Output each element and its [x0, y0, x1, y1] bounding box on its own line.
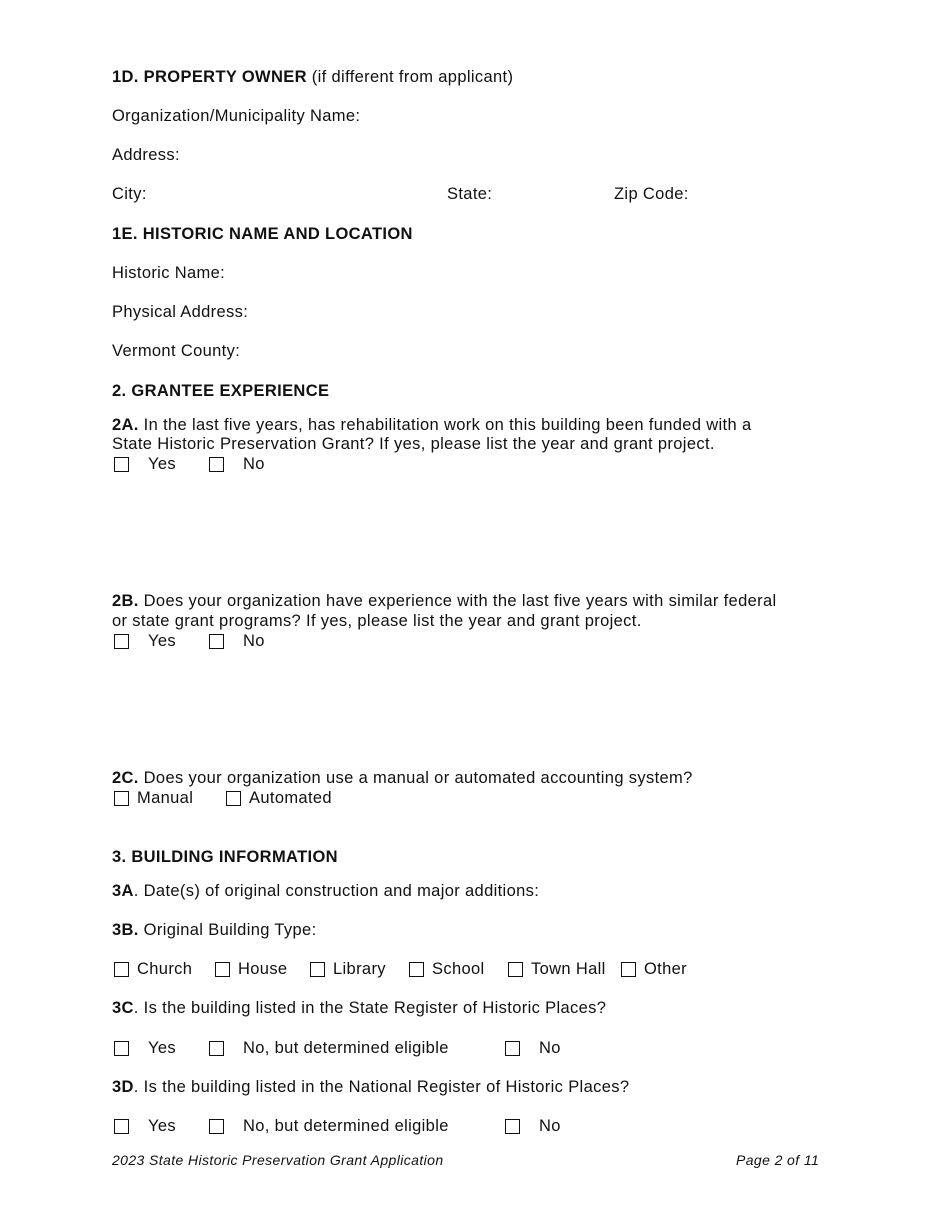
- q2c-manual-checkbox[interactable]: [114, 791, 129, 806]
- question-3b-number: 3B.: [112, 921, 139, 939]
- question-3d-text: . Is the building listed in the National Register of Historic Places?: [133, 1078, 630, 1096]
- owner-address-label: Address:: [112, 146, 180, 164]
- question-3d: [112, 1077, 629, 1097]
- q3c-yes-checkbox[interactable]: [114, 1041, 129, 1056]
- q2b-yes-label: Yes: [148, 632, 176, 650]
- q2b-yes-checkbox[interactable]: [114, 634, 129, 649]
- question-2b-number: 2B.: [112, 592, 139, 610]
- question-3c-number: 3C: [112, 999, 134, 1017]
- q3c-eligible-label: No, but determined eligible: [243, 1039, 449, 1057]
- section-2-heading: 2. GRANTEE EXPERIENCE: [112, 382, 330, 400]
- question-3b: [112, 920, 317, 940]
- q2b-no-checkbox[interactable]: [209, 634, 224, 649]
- question-2b-line2: or state grant programs? If yes, please list the year and grant project.: [112, 612, 642, 630]
- question-2a-line1: [112, 415, 751, 435]
- question-3c-text: . Is the building listed in the State Register of Historic Places?: [133, 999, 607, 1017]
- question-2c-line1: [112, 768, 693, 788]
- physical-address-label: Physical Address:: [112, 303, 249, 321]
- vermont-county-label: Vermont County:: [112, 342, 241, 360]
- owner-state-label: State:: [447, 185, 493, 203]
- q3d-yes-label: Yes: [148, 1117, 176, 1135]
- footer-page-number: Page 2 of 11: [736, 1152, 820, 1168]
- q3d-no-label: No: [539, 1117, 561, 1135]
- q3d-eligible-checkbox[interactable]: [209, 1119, 224, 1134]
- q2c-manual-label: Manual: [137, 789, 194, 807]
- section-1e-heading: 1E. HISTORIC NAME AND LOCATION: [112, 225, 413, 243]
- type-library-checkbox[interactable]: [310, 962, 325, 977]
- section-1d-heading: [112, 67, 513, 87]
- q3d-yes-checkbox[interactable]: [114, 1119, 129, 1134]
- owner-zip-label: Zip Code:: [614, 185, 689, 203]
- section-1d-title: 1D. PROPERTY OWNER: [112, 68, 307, 86]
- type-church-label: Church: [137, 960, 193, 978]
- type-town-hall-checkbox[interactable]: [508, 962, 523, 977]
- type-library-label: Library: [333, 960, 386, 978]
- q2a-yes-label: Yes: [148, 455, 176, 473]
- question-3d-number: 3D: [112, 1078, 134, 1096]
- q2a-no-label: No: [243, 455, 265, 473]
- question-2b-line1: [112, 591, 777, 611]
- question-3a: [112, 881, 539, 901]
- question-2c-number: 2C.: [112, 769, 139, 787]
- q3c-no-checkbox[interactable]: [505, 1041, 520, 1056]
- q2c-automated-checkbox[interactable]: [226, 791, 241, 806]
- question-3b-text: Original Building Type:: [138, 921, 317, 939]
- question-3a-text: . Date(s) of original construction and major additions:: [133, 882, 540, 900]
- section-1d-note: (if different from applicant): [306, 68, 514, 86]
- historic-name-label: Historic Name:: [112, 264, 226, 282]
- question-2b-text: Does your organization have experience with the last five years with similar federal: [138, 592, 777, 610]
- type-school-label: School: [432, 960, 485, 978]
- q2b-no-label: No: [243, 632, 265, 650]
- type-other-label: Other: [644, 960, 688, 978]
- question-3a-number: 3A: [112, 882, 134, 900]
- q3d-no-checkbox[interactable]: [505, 1119, 520, 1134]
- type-house-checkbox[interactable]: [215, 962, 230, 977]
- footer-title: 2023 State Historic Preservation Grant Application: [112, 1152, 444, 1168]
- q2a-no-checkbox[interactable]: [209, 457, 224, 472]
- type-church-checkbox[interactable]: [114, 962, 129, 977]
- question-3c: [112, 998, 606, 1018]
- q3c-eligible-checkbox[interactable]: [209, 1041, 224, 1056]
- owner-organization-label: Organization/Municipality Name:: [112, 107, 361, 125]
- question-2a-line2: State Historic Preservation Grant? If yes, please list the year and grant project.: [112, 435, 715, 453]
- owner-city-label: City:: [112, 185, 147, 203]
- question-2c-text: Does your organization use a manual or automated accounting system?: [138, 769, 693, 787]
- q3d-eligible-label: No, but determined eligible: [243, 1117, 449, 1135]
- q3c-no-label: No: [539, 1039, 561, 1057]
- question-2a-number: 2A.: [112, 416, 139, 434]
- type-town-hall-label: Town Hall: [531, 960, 606, 978]
- section-3-heading: 3. BUILDING INFORMATION: [112, 848, 338, 866]
- type-other-checkbox[interactable]: [621, 962, 636, 977]
- q2c-automated-label: Automated: [249, 789, 332, 807]
- question-2a-text: In the last five years, has rehabilitation work on this building been funded with a: [138, 416, 752, 434]
- q3c-yes-label: Yes: [148, 1039, 176, 1057]
- q2a-yes-checkbox[interactable]: [114, 457, 129, 472]
- type-house-label: House: [238, 960, 288, 978]
- type-school-checkbox[interactable]: [409, 962, 424, 977]
